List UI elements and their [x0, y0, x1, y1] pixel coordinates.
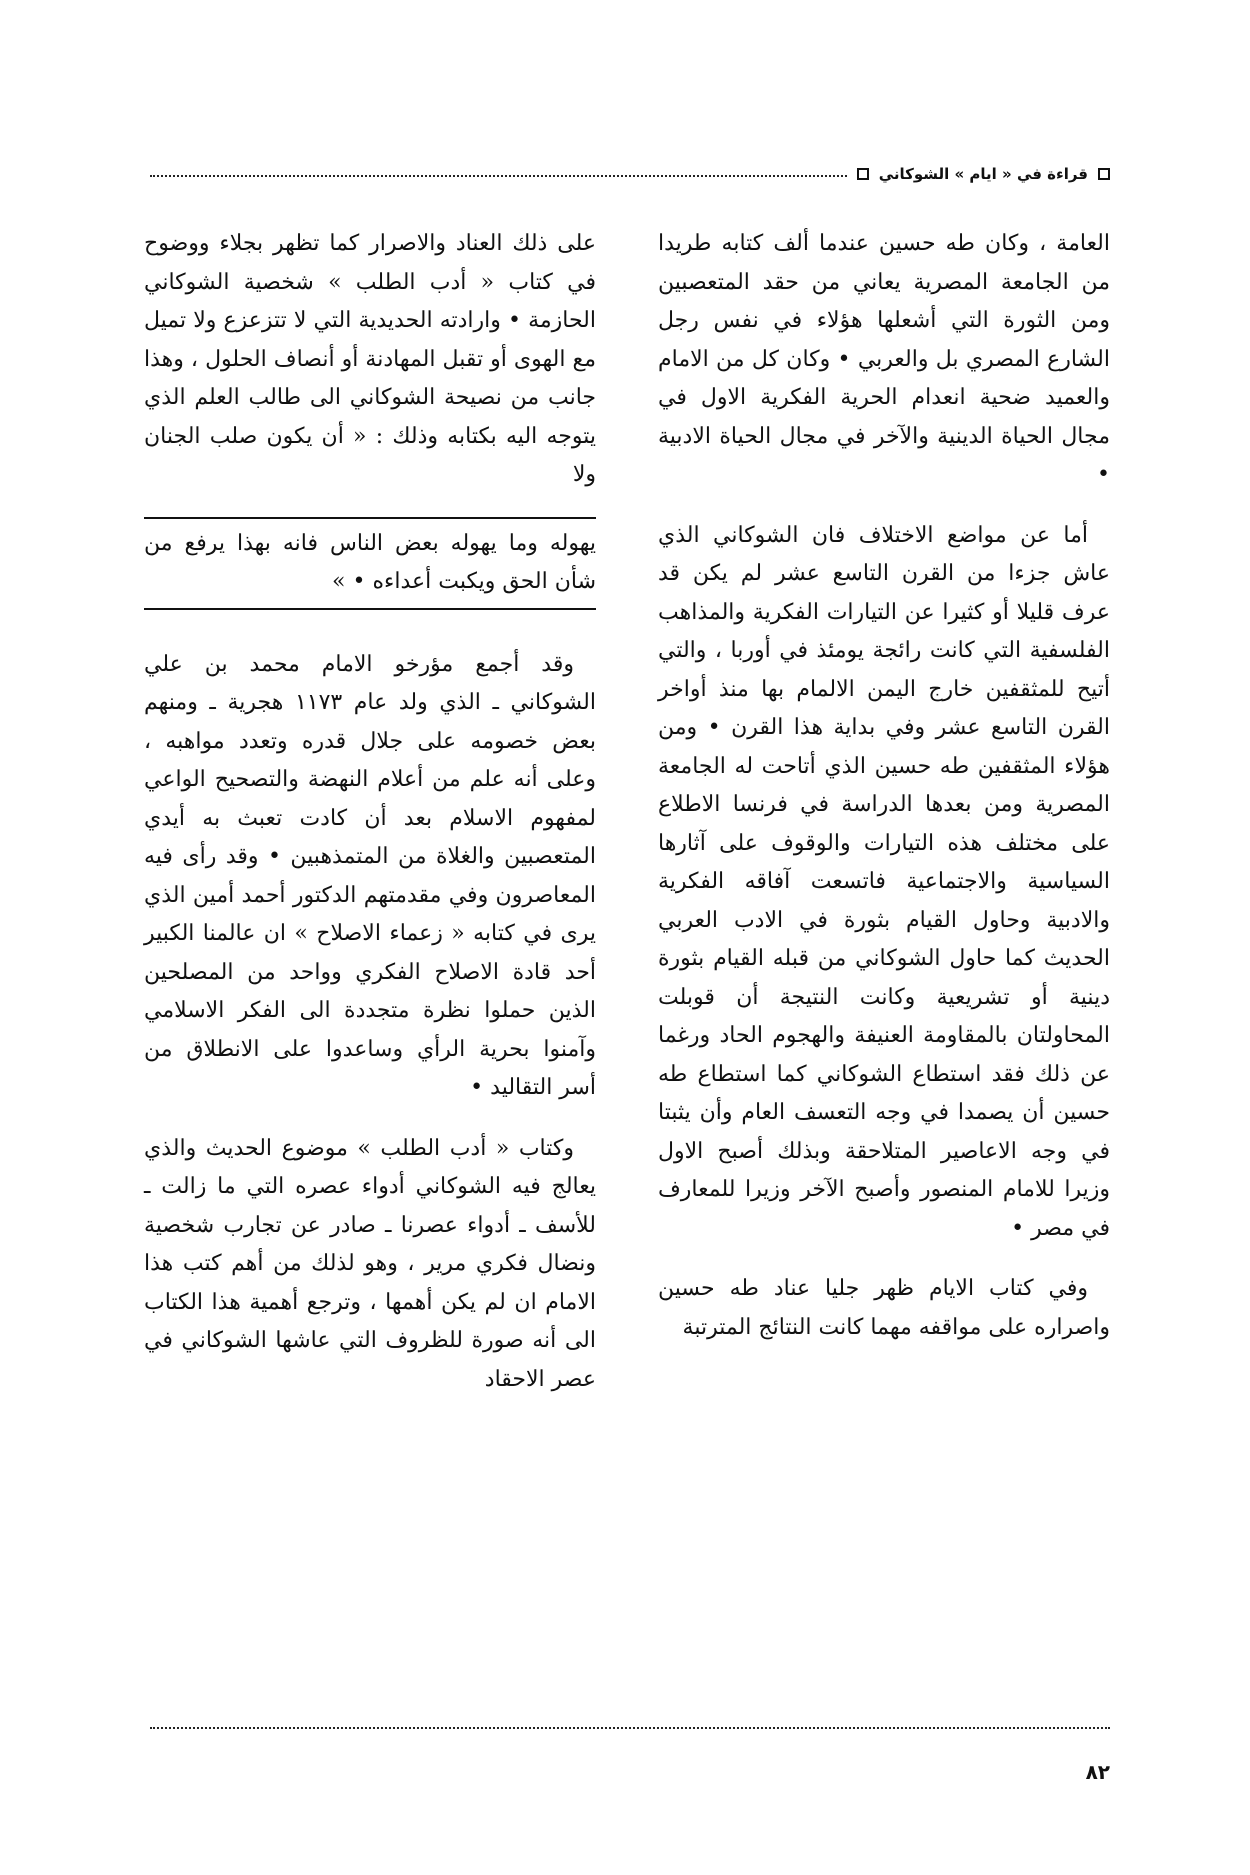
header-box-icon [857, 168, 869, 180]
header-title: قراءة في « ايام » الشوكاني [878, 165, 1088, 183]
paragraph: وفي كتاب الايام ظهر جليا عناد طه حسين واصراره على مواقفه مهما كانت النتائج المترتبة [658, 1276, 1110, 1340]
footer-dotted-rule [150, 1727, 1110, 1729]
paragraph: أما عن مواضع الاختلاف فان الشوكاني الذي عاش جزءا من القرن التاسع عشر لم يكن قد عرف قليلا أو كثيرا عن التيارات الفكرية والمذاهب الفلسفية التي كانت رائجة يومئذ في أوربا ، والتي أتيح للمثقفين خارج اليمن الالمام بها منذ أواخر القرن التاسع عشر وفي بداية هذا القرن • ومن هؤلاء المثقفين طه حسين الذي أتاحت له الجامعة المصرية ومن بعدها الدراسة في فرنسا الاطلاع على مختلف هذه التيارات والوقوف على آثارها السياسية والاجتماعية فاتسعت آفاقه الفكرية والادبية وحاول القيام بثورة في الادب العربي الحديث كما حاول الشوكاني من قبله القيام بثورة دينية أو تشريعية وكانت النتيجة أن قوبلت المحاولتان بالمقاومة العنيفة والهجوم الحاد ورغما عن ذلك فقد استطاع الشوكاني كما استطاع طه حسين أن يصمدا في وجه التعسف العام وأن يثبتا في وجه الاعاصير المتلاحقة وبذلك أصبح الاول وزيرا للامام المنصور وأصبح الآخر وزيرا للمعارف في مصر • [658, 522, 1110, 1241]
right-column [658, 225, 1110, 1369]
paragraph: العامة ، وكان طه حسين عندما ألف كتابه طريدا من الجامعة المصرية يعاني من حقد المتعصبين ومن الثورة التي أشعلها هؤلاء في نفس رجل الشارع المصري بل والعربي • وكان كل من الامام والعميد ضحية انعدام الحرية الفكرية الاول في مجال الحياة الدينية والآخر في مجال الحياة الادبية • [658, 231, 1110, 487]
left-column [144, 225, 596, 1421]
running-header [150, 160, 1110, 188]
header-box-icon [1098, 168, 1110, 180]
paragraph: وكتاب « أدب الطلب » موضوع الحديث والذي يعالج فيه الشوكاني أدواء عصره التي ما زالت ـ للأسف ـ أدواء عصرنا ـ صادر عن تجارب شخصية ونضال فكري مرير ، وهو لذلك من أهم كتب هذا الامام ان لم يكن أهمها ، وترجع أهمية هذا الكتاب الى أنه صورة للظروف التي عاشها الشوكاني في عصر الاحقاد [144, 1135, 596, 1392]
page-number: ٨٢ [1085, 1760, 1110, 1784]
header-dotted-rule [150, 175, 847, 177]
boxed-quote: يهوله وما يهوله بعض الناس فانه بهذا يرفع من شأن الحق ويكبت أعداءه • » [144, 517, 596, 610]
paragraph: وقد أجمع مؤرخو الامام محمد بن علي الشوكاني ـ الذي ولد عام ١١٧٣ هجرية ـ ومنهم بعض خصومه على جلال قدره وتعدد مواهبه ، وعلى أنه علم من أعلام النهضة والتصحيح الواعي لمفهوم الاسلام بعد أن كادت تعبث به أيدي المتعصبين والغلاة من المتمذهبين • وقد رأى فيه المعاصرون وفي مقدمتهم الدكتور أحمد أمين الذي يرى في كتابه « زعماء الاصلاح » ان عالمنا الكبير أحد قادة الاصلاح الفكري وواحد من المصلحين الذين حملوا نظرة متجددة الى الفكر الاسلامي وآمنوا بحرية الرأي وساعدوا على الانطلاق من أسر التقاليد • [144, 651, 596, 1100]
paragraph: على ذلك العناد والاصرار كما تظهر بجلاء ووضوح في كتاب « أدب الطلب » شخصية الشوكاني الحازمة • وارادته الحديدية التي لا تتزعزع ولا تميل مع الهوى أو تقبل المهادنة أو أنصاف الحلول ، وهذا جانب من نصيحة الشوكاني الى طالب العلم الذي يتوجه اليه بكتابه وذلك : « أن يكون صلب الجنان ولا [144, 231, 596, 487]
